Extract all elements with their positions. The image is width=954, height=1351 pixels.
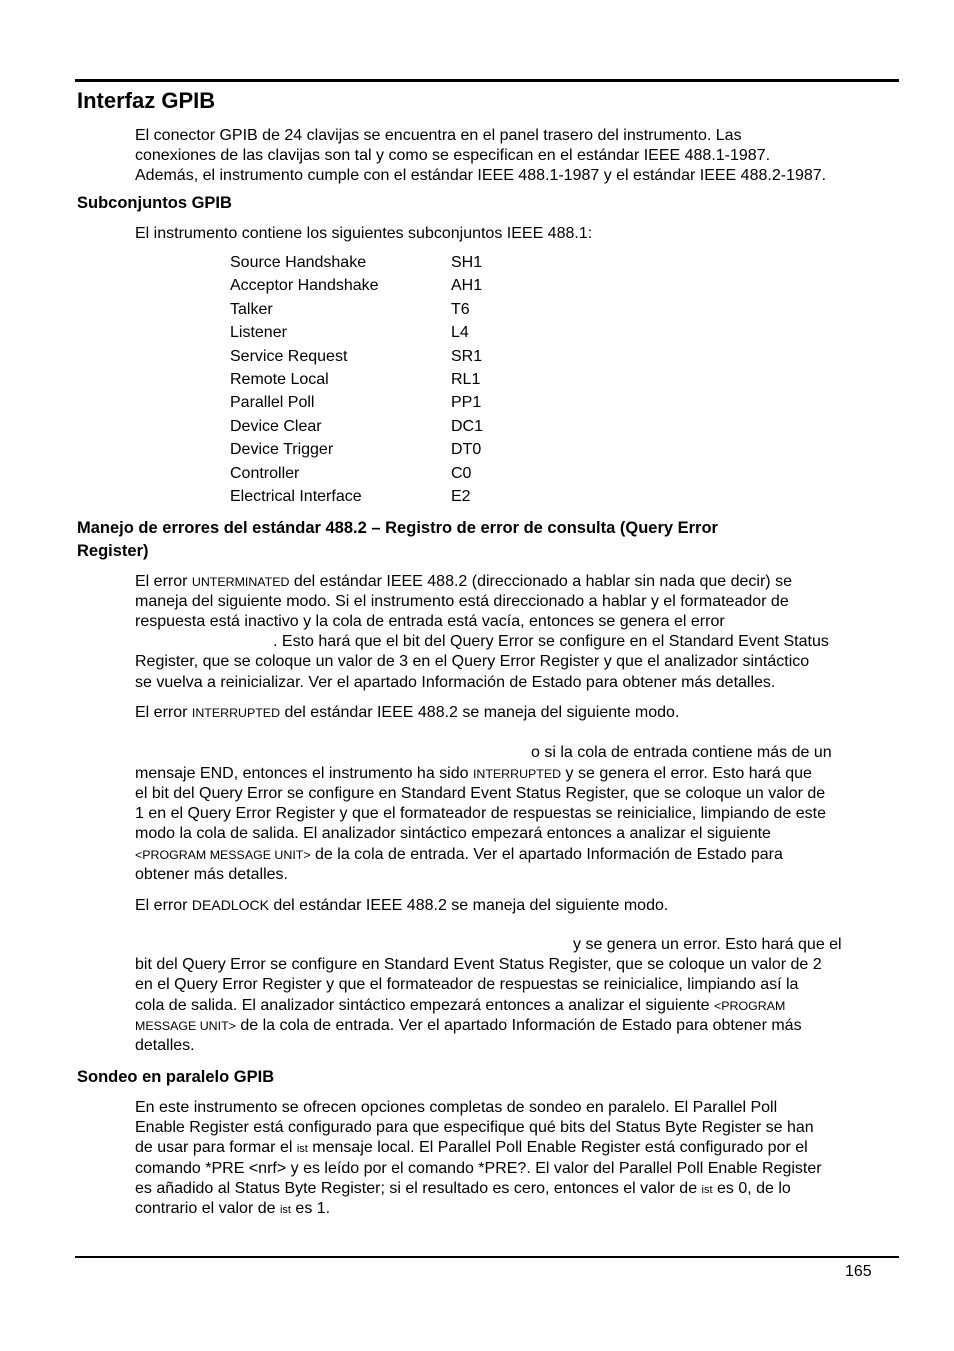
subset-name: Service Request [230, 347, 348, 365]
subset-name: Listener [230, 324, 287, 342]
text: es 1. [290, 1200, 331, 1217]
ist-term: ist [701, 1184, 713, 1196]
section-heading-errors-cont: Register) [77, 542, 149, 560]
paragraph-line [135, 1139, 808, 1158]
text: del estándar IEEE 488.2 (direccionado a hablar sin nada que decir) se [289, 573, 792, 590]
section-heading-subsets: Subconjuntos GPIB [77, 194, 232, 212]
paragraph-line: Enable Register está configurado para que especifique qué bits del Status Byte Register se han [135, 1119, 814, 1136]
subset-code: C0 [451, 464, 472, 482]
paragraph-line: obtener más detalles. [135, 866, 288, 883]
text: y se genera el error. Esto hará que [561, 765, 812, 782]
paragraph-line [135, 1017, 802, 1035]
subset-code: DC1 [451, 417, 484, 435]
text: del estándar IEEE 488.2 se maneja del siguiente modo. [268, 897, 669, 914]
text: El error [135, 573, 192, 590]
error-term: INTERRUPTED [191, 706, 281, 720]
paragraph-line: 1 en el Query Error Register y que el formateador de respuestas se reinicialice, limpiando de este [135, 805, 827, 822]
ist-term: ist [296, 1143, 308, 1155]
subset-code: PP1 [451, 394, 482, 412]
text: del estándar IEEE 488.2 se maneja del siguiente modo. [280, 704, 680, 721]
subset-code: T6 [451, 300, 470, 318]
paragraph-line: El conector GPIB de 24 clavijas se encuentra en el panel trasero del instrumento. Las [135, 127, 742, 144]
paragraph-line: y se genera un error. Esto hará que el [573, 936, 842, 953]
paragraph-line: Además, el instrumento cumple con el estándar IEEE 488.1-1987 y el estándar IEEE 488.2-1987. [135, 167, 827, 184]
paragraph-line: bit del Query Error se configure en Standard Event Status Register, que se coloque un valor de 2 [135, 956, 822, 973]
paragraph-line [135, 704, 679, 722]
text: es añadido al Status Byte Register; si el resultado es cero, entonces el valor de [135, 1180, 702, 1197]
paragraph-line: el bit del Query Error se configure en Standard Event Status Register, que se coloque un valor de [135, 785, 826, 802]
top-rule [75, 79, 899, 82]
text: El error [135, 704, 192, 721]
ist-term: ist [279, 1204, 291, 1216]
text: El error [135, 897, 192, 914]
paragraph-line: En este instrumento se ofrecen opciones completas de sondeo en paralelo. El Parallel Poll [135, 1099, 778, 1116]
section-heading-errors: Manejo de errores del estándar 488.2 – Registro de error de consulta (Query Error [77, 519, 718, 537]
subset-code: DT0 [451, 441, 482, 459]
text: mensaje END, entonces el instrumento ha sido [135, 765, 473, 782]
subset-code: L4 [451, 324, 469, 342]
paragraph-line [135, 765, 812, 783]
program-term: <PROGRAM [714, 999, 786, 1013]
paragraph-line [135, 1180, 791, 1199]
text: de la cola de entrada. Ver el apartado Información de Estado para [310, 846, 783, 863]
error-term: INTERRUPTED [472, 767, 562, 781]
paragraph-line [135, 1200, 330, 1219]
text: contrario el valor de [135, 1200, 280, 1217]
paragraph-line: modo la cola de salida. El analizador sintáctico empezará entonces a analizar el siguiente [135, 825, 771, 842]
text: de usar para formar el [135, 1139, 297, 1156]
subset-name: Electrical Interface [230, 488, 362, 505]
paragraph-line [135, 997, 785, 1015]
subset-name: Parallel Poll [230, 394, 315, 412]
paragraph-line [135, 573, 792, 591]
error-term: DEADLOCK [191, 897, 269, 913]
paragraph-line: maneja del siguiente modo. Si el instrumento está direccionado a hablar y el formateador de [135, 593, 789, 610]
paragraph-line [135, 896, 668, 915]
text: cola de salida. El analizador sintáctico empezará entonces a analizar el siguiente [135, 997, 715, 1014]
subset-name: Controller [230, 464, 300, 482]
text: mensaje local. El Parallel Poll Enable Register está configurado por el [307, 1139, 808, 1156]
program-term: <PROGRAM MESSAGE UNIT> [135, 848, 311, 862]
subset-code: RL1 [451, 371, 481, 388]
page-number: 165 [845, 1263, 872, 1280]
subset-code: SR1 [451, 347, 483, 365]
paragraph-line: Register, que se coloque un valor de 3 en el Query Error Register y que el analizador sintáctico [135, 653, 810, 670]
text: es 0, de lo [712, 1180, 791, 1197]
paragraph-line: detalles. [135, 1037, 195, 1054]
bottom-rule [75, 1256, 899, 1258]
subset-code: AH1 [451, 277, 483, 295]
paragraph-line: . Esto hará que el bit del Query Error se configure en el Standard Event Status [273, 633, 829, 650]
program-term: MESSAGE UNIT> [135, 1019, 236, 1033]
subset-name: Source Handshake [230, 254, 367, 271]
paragraph-line: conexiones de las clavijas son tal y como se especifican en el estándar IEEE 488.1-1987. [135, 147, 771, 164]
subset-code: E2 [451, 488, 471, 505]
paragraph-line: se vuelva a reinicializar. Ver el apartado Información de Estado para obtener más detalles. [135, 674, 776, 691]
page-title: Interfaz GPIB [77, 88, 216, 113]
paragraph-line: en el Query Error Register y que el formateador de respuestas se reinicialice, limpiando así la [135, 976, 799, 993]
subset-name: Talker [230, 300, 273, 318]
subset-code: SH1 [451, 254, 483, 271]
section-heading-parallel-poll: Sondeo en paralelo GPIB [77, 1068, 275, 1086]
paragraph-line: o si la cola de entrada contiene más de un [531, 744, 832, 761]
paragraph-line: El instrumento contiene los siguientes subconjuntos IEEE 488.1: [135, 225, 593, 242]
subset-name: Remote Local [230, 371, 329, 388]
subset-name: Device Trigger [230, 441, 334, 459]
paragraph-line: comando *PRE <nrf> y es leído por el comando *PRE?. El valor del Parallel Poll Enable Register [135, 1160, 822, 1177]
error-term: UNTERMINATED [191, 575, 290, 589]
subset-name: Acceptor Handshake [230, 277, 379, 295]
paragraph-line [135, 846, 783, 864]
paragraph-line: respuesta está inactivo y la cola de entrada está vacía, entonces se genera el error [135, 613, 725, 630]
text: de la cola de entrada. Ver el apartado Información de Estado para obtener más [235, 1017, 802, 1034]
subset-name: Device Clear [230, 417, 322, 435]
